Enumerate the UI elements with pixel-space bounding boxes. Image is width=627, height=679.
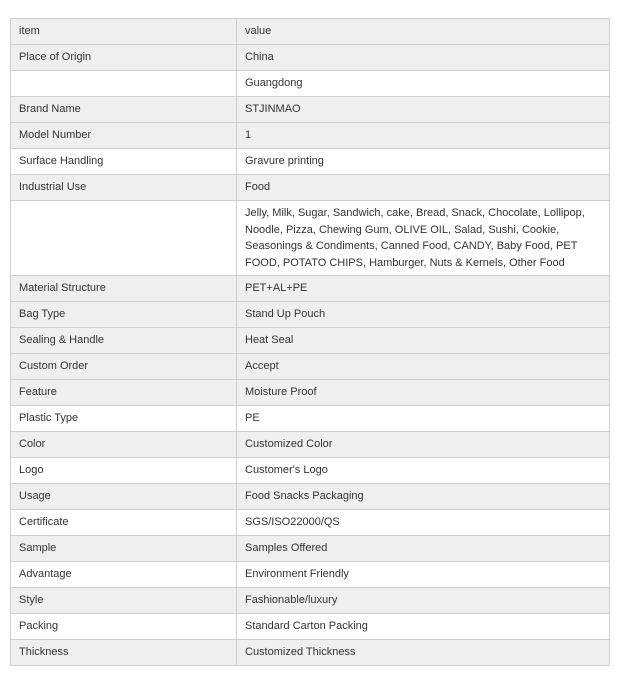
row-value: 1 (237, 123, 610, 149)
table-row (11, 45, 610, 71)
row-value: Environment Friendly (237, 562, 610, 588)
table-row (11, 562, 610, 588)
row-key: Sealing & Handle (11, 328, 237, 354)
table-row (11, 432, 610, 458)
row-value: Jelly, Milk, Sugar, Sandwich, cake, Bread, Snack, Chocolate, Lollipop, Noodle, Pizza, Chewing Gum, OLIVE OIL, Salad, Sushi, Cookie, Seasonings & Condiments, Canned Food, CANDY, Baby Food, PET FOOD, POTATO CHIPS, Hamburger, Nuts & Kernels, Other Food (237, 201, 610, 276)
row-key: Plastic Type (11, 406, 237, 432)
table-row (11, 302, 610, 328)
table-row (11, 276, 610, 302)
row-key: Color (11, 432, 237, 458)
table-row (11, 201, 610, 276)
row-key: Bag Type (11, 302, 237, 328)
table-row (11, 614, 610, 640)
table-row (11, 510, 610, 536)
row-value: Customized Thickness (237, 640, 610, 666)
row-key: Feature (11, 380, 237, 406)
row-value: STJINMAO (237, 97, 610, 123)
header-value-cell: value (237, 19, 610, 45)
row-value: Standard Carton Packing (237, 614, 610, 640)
table-row (11, 458, 610, 484)
row-value: Heat Seal (237, 328, 610, 354)
row-key: Place of Origin (11, 45, 237, 71)
row-key: Logo (11, 458, 237, 484)
table-row (11, 380, 610, 406)
table-row (11, 484, 610, 510)
table-row (11, 175, 610, 201)
row-key: Certificate (11, 510, 237, 536)
row-key: Usage (11, 484, 237, 510)
row-value: Samples Offered (237, 536, 610, 562)
row-key: Packing (11, 614, 237, 640)
row-value: Accept (237, 354, 610, 380)
row-value: Moisture Proof (237, 380, 610, 406)
table-row (11, 71, 610, 97)
row-key: Industrial Use (11, 175, 237, 201)
row-value: PE (237, 406, 610, 432)
table-row (11, 640, 610, 666)
table-row (11, 328, 610, 354)
table-row (11, 588, 610, 614)
table-row (11, 149, 610, 175)
row-key: Sample (11, 536, 237, 562)
row-key: Material Structure (11, 276, 237, 302)
table-row (11, 354, 610, 380)
row-value: SGS/ISO22000/QS (237, 510, 610, 536)
header-item-cell: item (11, 19, 237, 45)
row-value: Customized Color (237, 432, 610, 458)
table-row (11, 97, 610, 123)
row-value: China (237, 45, 610, 71)
row-key: Surface Handling (11, 149, 237, 175)
table-row (11, 536, 610, 562)
row-key: Model Number (11, 123, 237, 149)
row-value: Stand Up Pouch (237, 302, 610, 328)
row-key: Custom Order (11, 354, 237, 380)
row-key (11, 71, 237, 97)
row-value: Food Snacks Packaging (237, 484, 610, 510)
row-key: Thickness (11, 640, 237, 666)
row-value: Customer's Logo (237, 458, 610, 484)
row-key: Advantage (11, 562, 237, 588)
row-key (11, 201, 237, 276)
table-row (11, 123, 610, 149)
row-key: Style (11, 588, 237, 614)
spec-table (10, 18, 610, 666)
row-key: Brand Name (11, 97, 237, 123)
row-value: Guangdong (237, 71, 610, 97)
row-value: Food (237, 175, 610, 201)
table-row (11, 406, 610, 432)
row-value: Fashionable/luxury (237, 588, 610, 614)
table-header-row (11, 19, 610, 45)
row-value: PET+AL+PE (237, 276, 610, 302)
row-value: Gravure printing (237, 149, 610, 175)
